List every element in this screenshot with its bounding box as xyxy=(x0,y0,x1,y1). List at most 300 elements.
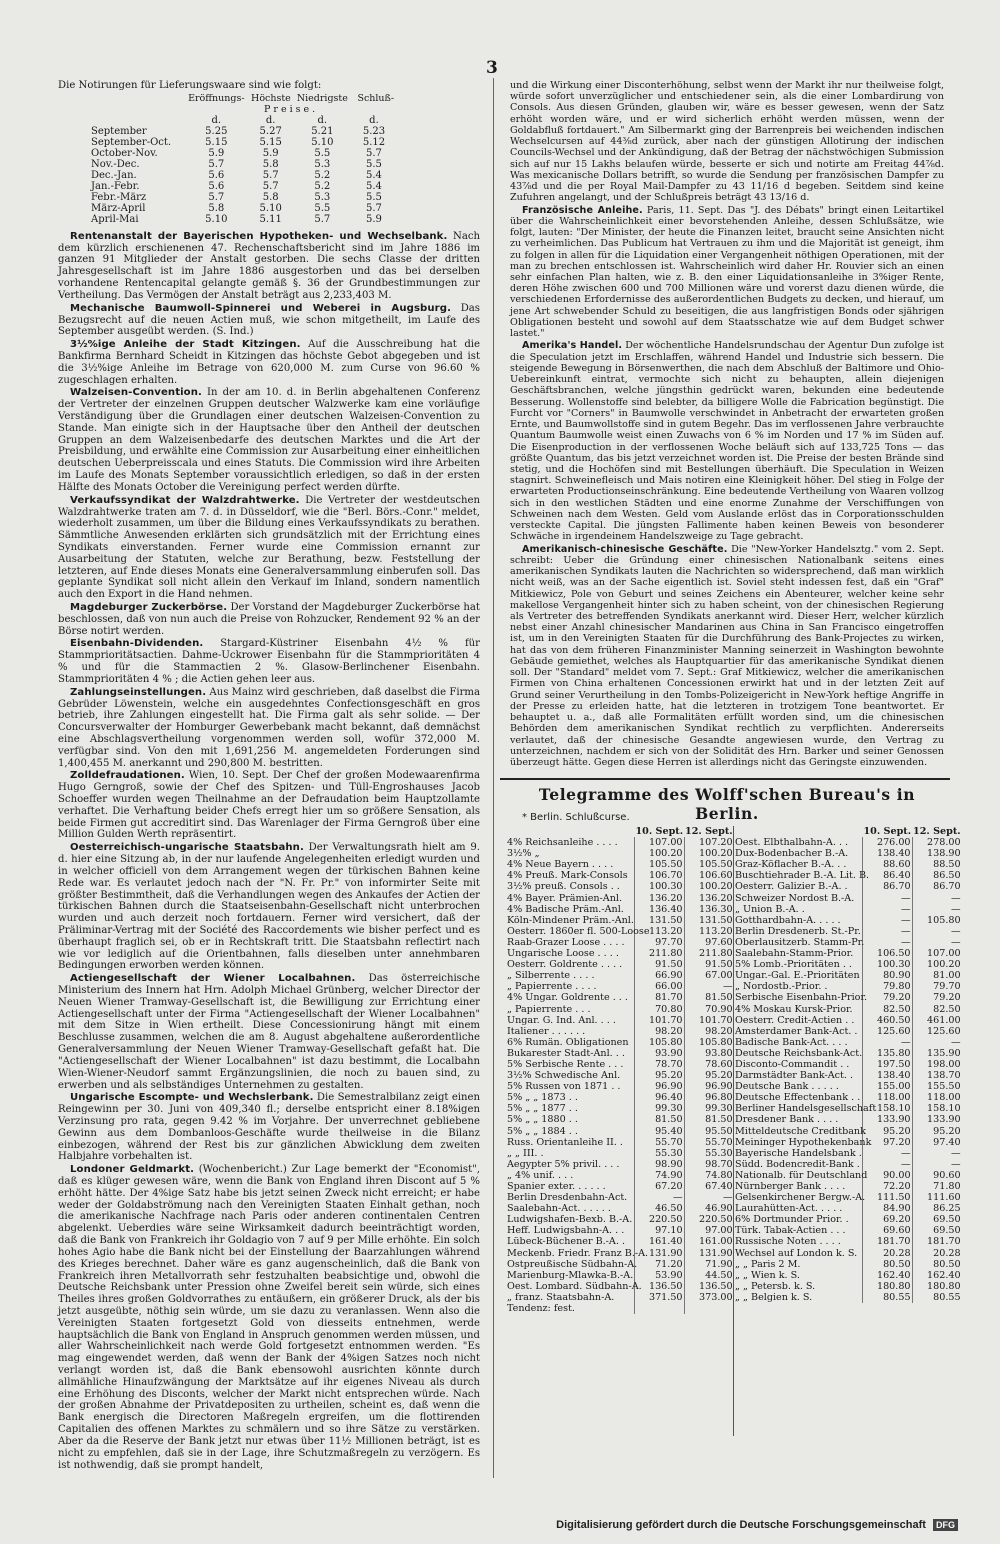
telegram-row xyxy=(506,915,734,926)
telegram-price: 100.20 xyxy=(684,848,734,859)
telegram-security-name: 5% „ „ 1884 . . xyxy=(507,1125,578,1137)
telegram-price: 78.70 xyxy=(635,1059,685,1070)
telegram-price: — xyxy=(912,1159,962,1170)
telegram-price: 98.90 xyxy=(635,1159,685,1170)
telegram-row xyxy=(506,1292,734,1303)
article-heading: Rentenanstalt der Bayerischen Hypotheken- und Wechselbank. xyxy=(70,230,448,242)
telegram-price: 81.50 xyxy=(684,1114,734,1125)
telegram-price: 125.60 xyxy=(912,1026,962,1037)
telegram-price: 67.20 xyxy=(635,1181,685,1192)
telegram-price: 95.20 xyxy=(635,1070,685,1081)
telegram-row xyxy=(506,1203,734,1214)
lieferung-row xyxy=(88,126,397,137)
telegram-price: 86.40 xyxy=(863,870,913,881)
telegram-security-name: Türk. Tabak-Actien . . . xyxy=(735,1225,846,1237)
telegram-row xyxy=(734,1236,962,1247)
telegram-security-name: 3½% „ xyxy=(507,848,540,860)
telegram-row xyxy=(506,837,734,848)
lieferung-cell: 5.7 xyxy=(208,191,225,203)
lieferung-unit-cell xyxy=(88,115,185,126)
telegram-row xyxy=(506,1081,734,1092)
telegram-row xyxy=(734,1248,962,1259)
article-heading: Walzeisen-Convention. xyxy=(70,387,202,399)
telegram-row xyxy=(734,1225,962,1236)
article-paragraph xyxy=(58,973,480,1091)
lieferung-cell: 5.5 xyxy=(366,191,382,203)
telegram-price: 220.50 xyxy=(635,1214,685,1225)
telegram-price: 105.50 xyxy=(635,859,685,870)
telegram-row xyxy=(734,970,962,981)
telegram-row xyxy=(734,1126,962,1137)
telegram-security-name: „ 4% unif. . . . xyxy=(507,1169,574,1181)
article-body: Das Bezugsrecht auf die neuen Actien muß, wie schon mitgetheilt, im Laufe des September ausgeübt werden. (S. Ind.) xyxy=(58,302,480,338)
telegram-security-name: Aegypter 5% privil. . . . xyxy=(507,1158,620,1170)
telegram-security-name: Ostpreußische Südbahn-A. xyxy=(507,1258,638,1270)
telegram-row xyxy=(506,1159,734,1170)
telegram-price: 72.20 xyxy=(863,1181,913,1192)
telegram-table-right xyxy=(734,826,962,1303)
article-paragraph xyxy=(58,1092,480,1163)
lieferung-header-cell: Höchste xyxy=(251,92,291,104)
telegram-price: 20.28 xyxy=(863,1248,913,1259)
telegram-price: 101.70 xyxy=(635,1015,685,1026)
lieferung-preise-row xyxy=(88,104,397,115)
telegram-row xyxy=(734,915,962,926)
lieferung-cell: März-April xyxy=(91,202,146,214)
telegram-security-name: „ Papierrente . . . xyxy=(507,1003,591,1015)
telegram-security-name: 5% Russen von 1871 . . xyxy=(507,1081,621,1093)
telegram-row xyxy=(506,1214,734,1225)
telegram-price: 107.00 xyxy=(635,837,685,848)
article-paragraph xyxy=(58,303,480,338)
telegram-price: 97.60 xyxy=(684,937,734,948)
lieferung-row xyxy=(88,181,397,192)
telegram-price: 74.90 xyxy=(635,1170,685,1181)
telegram-security-name: Ungar.-Gal. E.-Prioritäten xyxy=(735,970,860,982)
telegram-row xyxy=(506,1170,734,1181)
telegram-row xyxy=(734,1259,962,1270)
telegram-price: — xyxy=(684,1192,734,1203)
telegram-price: — xyxy=(863,926,913,937)
telegram-row xyxy=(734,1026,962,1037)
telegram-price: 46.90 xyxy=(684,1203,734,1214)
telegram-price: 96.90 xyxy=(635,1081,685,1092)
telegram-row xyxy=(734,1270,962,1281)
article-body: Der Verwaltungsrath hielt am 9. d. hier eine Sitzung ab, in der nur laufende Angelegenheiten erledigt wurden und in welcher officiell von dem Arrangement wegen der türkischen Bahnen keine Rede war. Es verlautet jedoch nach der "N. Fr. Pr." von informirter Seite mit größter Bestimmtheit, daß die Verhandlungen wegen des Ankaufes der Actien der türkischen Bahnen durch die Staatseisenbahn-Gesellschaft nicht unterbrochen wurden und auch derzeit noch fortdauern. Ferner wird versichert, daß der Präliminar-Vertrag mit der Société des Raccordements wie bisher perfect und es überhaupt fraglich sei, ob er in Rechtskraft tritt. Die Staatsbahn reflectirt nach wie vor lediglich auf die Orientbahnen, falls dieselben unter annehmbaren Bedingungen erworben werden können. xyxy=(58,842,480,972)
article-paragraph xyxy=(510,340,944,542)
telegram-price: — xyxy=(912,937,962,948)
telegram-price: 371.50 xyxy=(635,1292,685,1303)
telegram-security-name: „ „ Petersb. k. S. xyxy=(735,1280,816,1292)
telegram-security-name: Bukarester Stadt-Anl. . . xyxy=(507,1047,625,1059)
telegram-price: 97.10 xyxy=(635,1225,685,1236)
telegram-price: 136.40 xyxy=(635,904,685,915)
telegram-price: 97.00 xyxy=(684,1225,734,1236)
article-paragraph xyxy=(510,544,944,769)
telegram-security-name: „ „ Wien k. S. xyxy=(735,1269,800,1281)
telegram-price: — xyxy=(912,926,962,937)
telegram-price: 131.50 xyxy=(684,915,734,926)
telegram-price: 81.50 xyxy=(635,1114,685,1125)
lieferung-cell: 5.21 xyxy=(311,125,334,137)
telegram-row xyxy=(734,1214,962,1225)
telegram-price: 111.50 xyxy=(863,1192,913,1203)
telegram-price: 86.70 xyxy=(912,881,962,892)
telegram-price: 98.70 xyxy=(684,1159,734,1170)
telegram-price: 118.00 xyxy=(912,1092,962,1103)
telegram-security-name: Italiener . . . . . . xyxy=(507,1025,586,1037)
telegram-row xyxy=(734,870,962,881)
telegram-price: 136.50 xyxy=(635,1281,685,1292)
article-body: Nach dem kürzlich erschienenen 47. Rechenschaftsbericht sind im Jahre 1886 im ganzen 91 Mitglieder der Anstalt gestorben. Die sechs Classe der dritten Jahresgesellschaft ist im Jahre 1886 ausgestorben und das bei derselben vorhandene Rentencapital gelangte gemäß §. 36 der Grundbestimmungen zur Vertheilung. Das Vermögen der Anstalt beträgt aus 2,233,403 M. xyxy=(58,230,480,301)
telegram-price: 106.70 xyxy=(635,870,685,881)
telegram-row xyxy=(734,992,962,1003)
telegram-security-name: Oesterr. 1860er fl. 500-Loose xyxy=(507,925,650,937)
article-heading: 3½%ige Anleihe der Stadt Kitzingen. xyxy=(70,339,301,351)
telegram-security-name: Meckenb. Friedr. Franz B.-A. xyxy=(507,1247,649,1259)
article-paragraph xyxy=(58,638,480,685)
telegram-row xyxy=(506,1148,734,1159)
telegram-security-name: 5% „ „ 1873 . . xyxy=(507,1092,578,1104)
telegram-price: 133.90 xyxy=(863,1114,913,1125)
telegram-price: 135.90 xyxy=(912,1048,962,1059)
telegram-table-left xyxy=(506,826,734,1314)
telegram-row xyxy=(734,937,962,948)
telegram-security-name: „ Union B.-A. . xyxy=(735,903,805,915)
telegram-price: 138.40 xyxy=(863,848,913,859)
telegram-date-header: 12. Sept. xyxy=(685,826,733,837)
telegram-security-name: Marienburg-Mlawka-B.-A. xyxy=(507,1269,634,1281)
lieferung-cell: 5.9 xyxy=(262,147,279,159)
telegram-price: 460.50 xyxy=(863,1015,913,1026)
telegram-price: 81.70 xyxy=(635,992,685,1003)
telegram-security-name: Buschtiehrader B.-A. Lit. B. xyxy=(735,870,870,882)
article-heading: Magdeburger Zuckerbörse. xyxy=(70,602,228,613)
telegram-security-name: 5% Serbische Rente . . . xyxy=(507,1058,624,1070)
telegram-row xyxy=(734,981,962,992)
telegram-title: Telegramme des Wolff'schen Bureau's in Berlin. xyxy=(538,785,916,823)
telegram-price: 97.70 xyxy=(635,937,685,948)
telegram-security-name: Deutsche Effectenbank . . xyxy=(735,1092,861,1104)
lieferung-cell: 5.27 xyxy=(259,125,282,137)
article-heading: Zolldefraudationen. xyxy=(70,770,185,782)
telegram-price: 67.40 xyxy=(684,1181,734,1192)
telegram-price: 138.90 xyxy=(912,848,962,859)
telegram-price: 125.60 xyxy=(863,1026,913,1037)
lieferung-cell: 5.7 xyxy=(262,169,279,181)
telegram-row xyxy=(734,848,962,859)
telegram-price: 69.50 xyxy=(912,1225,962,1236)
telegram-security-name: Ludwigshafen-Bexb. B.-A. xyxy=(507,1214,633,1226)
article-body: Der Vorstand der Magdeburger Zuckerbörse hat beschlossen, daß von nun auch die Preise von Rohzucker, Rendement 92 % an der Börse notirt werden. xyxy=(58,602,480,637)
telegram-security-name: Spanier exter. . . . . . xyxy=(507,1181,606,1192)
telegram-price: 138.40 xyxy=(863,1070,913,1081)
telegram-price: 96.40 xyxy=(635,1092,685,1103)
article-paragraph xyxy=(58,231,480,302)
telegram-row xyxy=(734,893,962,904)
telegram-price: 136.20 xyxy=(684,893,734,904)
telegram-row xyxy=(734,904,962,915)
telegram-price: 220.50 xyxy=(684,1214,734,1225)
telegram-price: 100.30 xyxy=(635,881,685,892)
telegram-price: 105.80 xyxy=(684,1037,734,1048)
footer-text: Digitalisierung gefördert durch die Deutsche Forschungsgemeinschaft xyxy=(556,1519,926,1531)
telegram-price: 91.50 xyxy=(635,959,685,970)
telegram-security-name: Nationalb. für Deutschland xyxy=(735,1169,868,1181)
telegram-security-name: Lübeck-Büchener B.-A. . xyxy=(507,1236,625,1248)
telegram-price: 211.80 xyxy=(635,948,685,959)
telegram-row xyxy=(506,1114,734,1125)
telegram-price: 70.90 xyxy=(684,1004,734,1015)
telegram-price: 71.90 xyxy=(684,1259,734,1270)
telegram-row xyxy=(734,1281,962,1292)
lieferung-intro: Die Notirungen für Lieferungswaare sind wie folgt: xyxy=(58,80,322,91)
lieferung-header-cell: Niedrigste xyxy=(296,92,348,104)
lieferung-row xyxy=(88,159,397,170)
lieferung-cell: 5.23 xyxy=(362,125,386,137)
article-body: Aus Mainz wird geschrieben, daß daselbst die Firma Gebrüder Löwenstein, welche ein ausgedehntes Confectionsgeschäft en gros betrieb, ihre Zahlungen eingestellt hat. Die Firma galt als sehr solide. — Der Concursverwalter der Homburger Gewerbebank macht bekannt, daß demnächst eine Abschlagsvertheilung vorgenommen werden soll, wofür 372,000 M. verfügbar sind. Von den mit 1,691,256 M. angemeldeten Forderungen sind 1,400,455 M. anerkannt und 290,800 M. bestritten. xyxy=(58,686,480,769)
lieferung-row xyxy=(88,214,397,225)
lieferung-row xyxy=(88,148,397,159)
telegram-security-name: Gelsenkirchener Bergw.-A. xyxy=(735,1192,866,1204)
lieferung-row xyxy=(88,170,397,181)
lieferung-spacer xyxy=(88,104,185,115)
telegram-row xyxy=(506,1303,734,1314)
lieferung-cell: 5.5 xyxy=(366,158,382,170)
article-heading: Eisenbahn-Dividenden. xyxy=(70,638,204,650)
telegram-security-name: Disconto-Commandit . . xyxy=(735,1058,850,1070)
telegram-price: 91.50 xyxy=(684,959,734,970)
telegram-security-name: 5% „ „ 1880 . . xyxy=(507,1114,578,1126)
lieferung-cell: 5.15 xyxy=(205,136,228,148)
telegram-price: 155.50 xyxy=(912,1081,962,1092)
article-heading: Mechanische Baumwoll-Spinnerei und Weberei in Augsburg. xyxy=(70,302,451,314)
telegram-price: 100.20 xyxy=(635,848,685,859)
lieferung-cell: 5.7 xyxy=(208,158,225,170)
telegram-row xyxy=(506,970,734,981)
telegram-price: 46.50 xyxy=(635,1203,685,1214)
telegram-security-name: Dresdener Bank . . . . xyxy=(735,1114,839,1126)
telegram-price: 162.40 xyxy=(863,1270,913,1281)
lieferung-row xyxy=(88,192,397,203)
article-paragraph xyxy=(510,80,944,204)
right-column xyxy=(510,80,944,769)
telegram-price: 96.90 xyxy=(684,1081,734,1092)
telegram-row xyxy=(506,1015,734,1026)
telegram-price: 78.60 xyxy=(684,1059,734,1070)
telegram-row xyxy=(506,1048,734,1059)
telegram-price: 95.50 xyxy=(684,1126,734,1137)
telegram-security-name: Oesterr. Galizier B.-A. . xyxy=(735,881,848,893)
telegram-price: 84.90 xyxy=(863,1203,913,1214)
telegram-security-name: Ungarische Loose . . . . xyxy=(507,948,619,960)
article-heading: Amerika's Handel. xyxy=(522,340,623,352)
telegram-price: 133.90 xyxy=(912,1114,962,1125)
telegram-price: 44.50 xyxy=(684,1270,734,1281)
telegram-price: 106.50 xyxy=(863,948,913,959)
telegram-price: 98.20 xyxy=(635,1026,685,1037)
telegram-row xyxy=(506,1070,734,1081)
telegram-row xyxy=(506,1270,734,1281)
lieferung-header-row xyxy=(88,93,397,104)
lieferung-header-cell: Eröffnungs- xyxy=(188,92,245,104)
telegram-row xyxy=(506,1103,734,1114)
telegram-row xyxy=(734,1203,962,1214)
telegram-price: 276.00 xyxy=(863,837,913,848)
telegram-security-name: 4% Ungar. Goldrente . . . xyxy=(507,992,628,1004)
telegram-row xyxy=(506,1192,734,1203)
telegram-price: 158.10 xyxy=(863,1103,913,1114)
telegram-row xyxy=(506,959,734,970)
article-body: In der am 10. d. in Berlin abgehaltenen Conferenz der Vertreter der einzelnen Gruppen deutscher Walzwerke kam eine vorläufige Verständigung über die Grundlagen einer deutschen Walzeisen-Convention zu Stande. Man einigte sich in der Hauptsache über den Antheil der deutschen Gruppen an dem Walzeisenbedarfe des deutschen Marktes und die Art der Preisbildung, und erwählte eine Commission zur Ausarbeitung einer einheitlichen deutschen Ueberpreisscala und eines Statuts. Die Commission wird ihre Arbeiten im Laufe des Monats September voraussichtlich erledigen, so daß in der ersten Hälfte des Monats October die Vereinigung perfect werden dürfte. xyxy=(58,387,480,493)
telegram-row xyxy=(734,1103,962,1114)
lieferung-unit-cell: d. xyxy=(369,114,379,126)
telegram-security-name: Wechsel auf London k. S. xyxy=(735,1247,858,1259)
lieferung-cell: Febr.-März xyxy=(91,191,147,203)
telegram-price: 90.00 xyxy=(863,1170,913,1181)
telegram-price: 95.20 xyxy=(684,1070,734,1081)
telegram-price: 79.20 xyxy=(912,992,962,1003)
telegram-price: 161.00 xyxy=(684,1236,734,1247)
article-paragraph xyxy=(58,687,480,770)
telegram-row xyxy=(506,859,734,870)
telegram-price: 86.25 xyxy=(912,1203,962,1214)
telegram-security-name: Tendenz: fest. xyxy=(507,1303,575,1315)
lieferung-row xyxy=(88,137,397,148)
telegram-security-name: 4% Preuß. Mark-Consols xyxy=(507,870,628,882)
telegram-price: 88.60 xyxy=(863,859,913,870)
telegram-row xyxy=(734,1004,962,1015)
telegram-price: 101.70 xyxy=(684,1015,734,1026)
telegram-row xyxy=(734,1081,962,1092)
telegram-row xyxy=(734,1159,962,1170)
telegram-security-name: 4% Bayer. Prämien-Anl. xyxy=(507,892,623,904)
telegram-price: 181.70 xyxy=(912,1236,962,1247)
telegram-price: 69.50 xyxy=(912,1214,962,1225)
telegram-row xyxy=(506,870,734,881)
telegram-row xyxy=(734,881,962,892)
telegram-row xyxy=(734,1037,962,1048)
telegram-security-name: Nürnberger Bank . . . . xyxy=(735,1181,846,1192)
telegram-price: 79.70 xyxy=(912,981,962,992)
article-paragraph xyxy=(58,1164,480,1471)
telegram-price: 113.20 xyxy=(684,926,734,937)
telegram-security-name: Serbische Eisenbahn-Prior. xyxy=(735,992,868,1004)
telegram-price: 93.80 xyxy=(684,1048,734,1059)
telegram-price: 180.80 xyxy=(912,1281,962,1292)
telegram-price: 79.20 xyxy=(863,992,913,1003)
article-paragraph xyxy=(58,339,480,386)
article-body: Das österreichische Ministerium des Innern hat Hrn. Adolph Michael Grünberg, welcher Director der Neuen Wiener Tramway-Gesellschaft ist, die Bewilligung zur Errichtung einer Actiengesellschaft unter der Firma "Actiengesellschaft der Wiener Localbahnen" mit dem Sitze in Wien ertheilt. Diese Concessionirung hängt mit einem Beschlusse zusammen, welchen die am 8. August abgehaltene außerordentliche Generalversammlung der Neuen Wiener Tramway-Gesellschaft gefaßt hat. Die "Actiengesellschaft der Wiener Localbahnen" ist dazu bestimmt, die Localbahn Wien-Wiener-Neudorf sammt Ergänzungslinien, die noch zu bauen sind, zu erwerben und als selbständiges Unternehmen zu gestalten. xyxy=(58,973,480,1091)
telegram-price: 161.40 xyxy=(635,1236,685,1247)
telegram-price: 158.10 xyxy=(912,1103,962,1114)
telegram-row xyxy=(734,837,962,848)
article-body: Stargard-Küstriner Eisenbahn 4½ % für Stammprioritätsactien. Dahme-Uckrower Eisenbahn für die Stammprioritäten 4 % und für die Stammactien 2 %. Glasow-Berlinchener Eisenbahn. Stammprioritäten 4 % ; die Actien gehen leer aus. xyxy=(58,638,480,685)
lieferung-row xyxy=(88,203,397,214)
telegram-security-name: Oest. Elbthalbahn-A. . . xyxy=(735,837,849,849)
lieferung-cell: October-Nov. xyxy=(91,147,158,159)
telegram-price: 136.30 xyxy=(684,904,734,915)
lieferung-header-cell: Schluß- xyxy=(357,92,395,104)
telegram-security-name: 4% Reichsanleihe . . . . xyxy=(507,837,618,849)
lieferung-unit-cell: d. xyxy=(265,114,276,126)
telegram-price: 100.30 xyxy=(863,959,913,970)
telegram-security-name: Oberlausitzerb. Stamm-Pr. xyxy=(735,936,865,948)
article-body: und die Wirkung einer Disconterhöhung, selbst wenn der Markt ihr nur theilweise folgt, würde sofort unverzüglicher und entschiedener sein, als die einer Lombardirung von Consols. Aus diesen Gründen, glauben wir, wäre es besser gewesen, wenn der Satz erhöht worden wäre, und er wird sicherlich erhöht werden müssen, wenn der Goldabfluß fortdauert." Am Silbermarkt ging der Barrenpreis bei weichenden indischen Wechselcursen auf 44⅜d zurück, aber nach der günstigen Allotirung der indischen Councils-Wechsel und der Ankündigung, daß der Betrag der nächstwöchigen Submission sich auf nur 15 Lakhs belaufen würde, besserte er sich und notirte am Freitag 44⅞d. Was mexicanische Dollars betrifft, so wurde die Sendung per französischen Dampfer zu 43⅞d und die per Royal Mail-Dampfer zu 43 11/16 d begeben. Seitdem sind keine Zufuhren angelangt, und der Schlußpreis beträgt 43 13/16 d. xyxy=(510,80,944,204)
telegram-price: 105.80 xyxy=(912,915,962,926)
lieferung-cell: 5.6 xyxy=(208,169,225,181)
telegram-price: 278.00 xyxy=(912,837,962,848)
telegram-row xyxy=(506,981,734,992)
lieferung-cell: 5.9 xyxy=(366,213,382,225)
telegram-price: 74.80 xyxy=(684,1170,734,1181)
lieferung-cell: 5.12 xyxy=(362,136,386,148)
telegram-security-name: „ franz. Staatsbahn-A. xyxy=(507,1291,615,1303)
telegram-price: — xyxy=(863,937,913,948)
lieferung-cell: 5.8 xyxy=(262,191,279,203)
telegram-price: 106.60 xyxy=(684,870,734,881)
telegram-price: 82.50 xyxy=(863,1004,913,1015)
telegram-price: 461.00 xyxy=(912,1015,962,1026)
article-body: Die "New-Yorker Handelsztg." vom 2. Sept. schreibt: Ueber die Gründung einer chinesischen Nationalbank seitens eines amerikanischen Syndikats lauten die Nachrichten so widersprechend, daß man wirklich nicht weiß, was an der Sache eigentlich ist. Soviel steht indessen fest, daß ein "Graf" Mitkiewicz, Pole von Geburt und seines Zeichens ein Abenteurer, welcher keine sehr makellose Vergangenheit hinter sich zu haben scheint, von der chinesischen Regierung als Vertreter des betreffenden Syndikats anerkannt wird. Dieser Herr, welcher kürzlich nebst einer Anzahl chinesischer Mandarinen aus China in San Francisco eingetroffen ist, um in den Vereinigten Staaten für die Durchführung des Bank-Projectes zu wirken, hat das von dem früheren Finanzminister Manning seinerzeit in Washington bewohnte Gebäude gemiethet, welches als Hauptquartier für das amerikanische Syndikat dienen soll. Der "Standard" meldet vom 7. Sept.: Graf Mitkiewicz, welcher die amerikanischen Firmen von China erhaltenen Concessionen erwirkt hat und in der letzten Zeit auf Grund seiner Verurtheilung in den Tombs-Polizeigericht in New-York heftige Angriffe in der Presse zu erleiden hatte, hat die letzteren in trotzigem Tone beantwortet. Er behauptet u. a., daß alle Formalitäten erfüllt worden sind, um die chinesischen Behörden dem amerikanischen Syndikat rechtlich zu verpflichten. Andererseits verlautet, daß der chinesische Gesandte angewiesen wurde, den Vertrag zu unterzeichnen, nachdem er sich von der Solidität des Hrn. Barker und seiner Genossen überzeugt hätte. Gegen diese Herren ist allerdings nicht das Geringste einzuwenden. xyxy=(510,543,944,769)
telegram-security-name: Berliner Handelsgesellschaft xyxy=(735,1103,877,1115)
telegram-row xyxy=(734,1114,962,1125)
telegram-price: 55.70 xyxy=(635,1137,685,1148)
telegram-row xyxy=(506,1059,734,1070)
telegram-row xyxy=(734,1137,962,1148)
telegram-security-name: 6% Dortmunder Prior. . xyxy=(735,1214,849,1226)
telegram-price: 198.00 xyxy=(912,1059,962,1070)
lieferung-cell: 5.10 xyxy=(311,136,334,148)
telegram-row xyxy=(506,893,734,904)
article-heading: Oesterreichisch-ungarische Staatsbahn. xyxy=(70,842,304,854)
telegram-row xyxy=(734,926,962,937)
telegram-security-name: Russ. Orientanleihe II. . xyxy=(507,1136,623,1148)
telegram-security-name: 6% Rumän. Obligationen xyxy=(507,1036,629,1048)
telegram-price: 81.50 xyxy=(684,992,734,1003)
telegram-security-name: „ „ III. . xyxy=(507,1147,544,1159)
telegram-price: 138.70 xyxy=(912,1070,962,1081)
lieferung-cell: 5.8 xyxy=(262,158,279,170)
article-heading: Amerikanisch-chinesische Geschäfte. xyxy=(522,543,728,555)
telegram-price: 67.00 xyxy=(684,970,734,981)
telegram-row xyxy=(734,1059,962,1070)
telegram-price: 99.30 xyxy=(635,1103,685,1114)
telegram-price: 99.30 xyxy=(684,1103,734,1114)
telegram-security-name: 5% „ „ 1877 . . xyxy=(507,1103,578,1115)
article-paragraph xyxy=(58,770,480,841)
telegram-security-name: Gotthardbahn-A. . . . . xyxy=(735,914,841,926)
telegram-price: 113.20 xyxy=(635,926,685,937)
telegram-date-header: 10. Sept. xyxy=(863,826,912,837)
article-heading: Londoner Geldmarkt. xyxy=(70,1164,195,1176)
lieferung-cell: 5.3 xyxy=(314,158,331,170)
telegram-security-name: „ Nordostb.-Prior. . xyxy=(735,981,828,993)
telegram-price: 197.50 xyxy=(863,1059,913,1070)
lieferung-cell: 5.7 xyxy=(314,213,331,225)
telegram-row xyxy=(734,1292,962,1303)
telegram-price: 180.80 xyxy=(863,1281,913,1292)
telegram-price: — xyxy=(912,1037,962,1048)
telegram-security-name: Schweizer Nordost B.-A. xyxy=(735,892,855,904)
article-body: Auf die Ausschreibung hat die Bankfirma Bernhard Scheidt in Kitzingen das höchste Gebot abgegeben und ist die 3½%ige Anleihe im Betrage von 620,000 M. zum Curse von 96.60 % zugeschlagen erhalten. xyxy=(58,339,480,386)
telegram-price: 136.20 xyxy=(635,893,685,904)
telegram-security-name: Deutsche Bank . . . . . xyxy=(735,1081,839,1093)
telegram-row xyxy=(506,1281,734,1292)
telegram-security-name: 3½% preuß. Consols . . xyxy=(507,881,620,893)
telegram-price: 100.20 xyxy=(912,959,962,970)
telegram-header-spacer xyxy=(506,826,635,837)
